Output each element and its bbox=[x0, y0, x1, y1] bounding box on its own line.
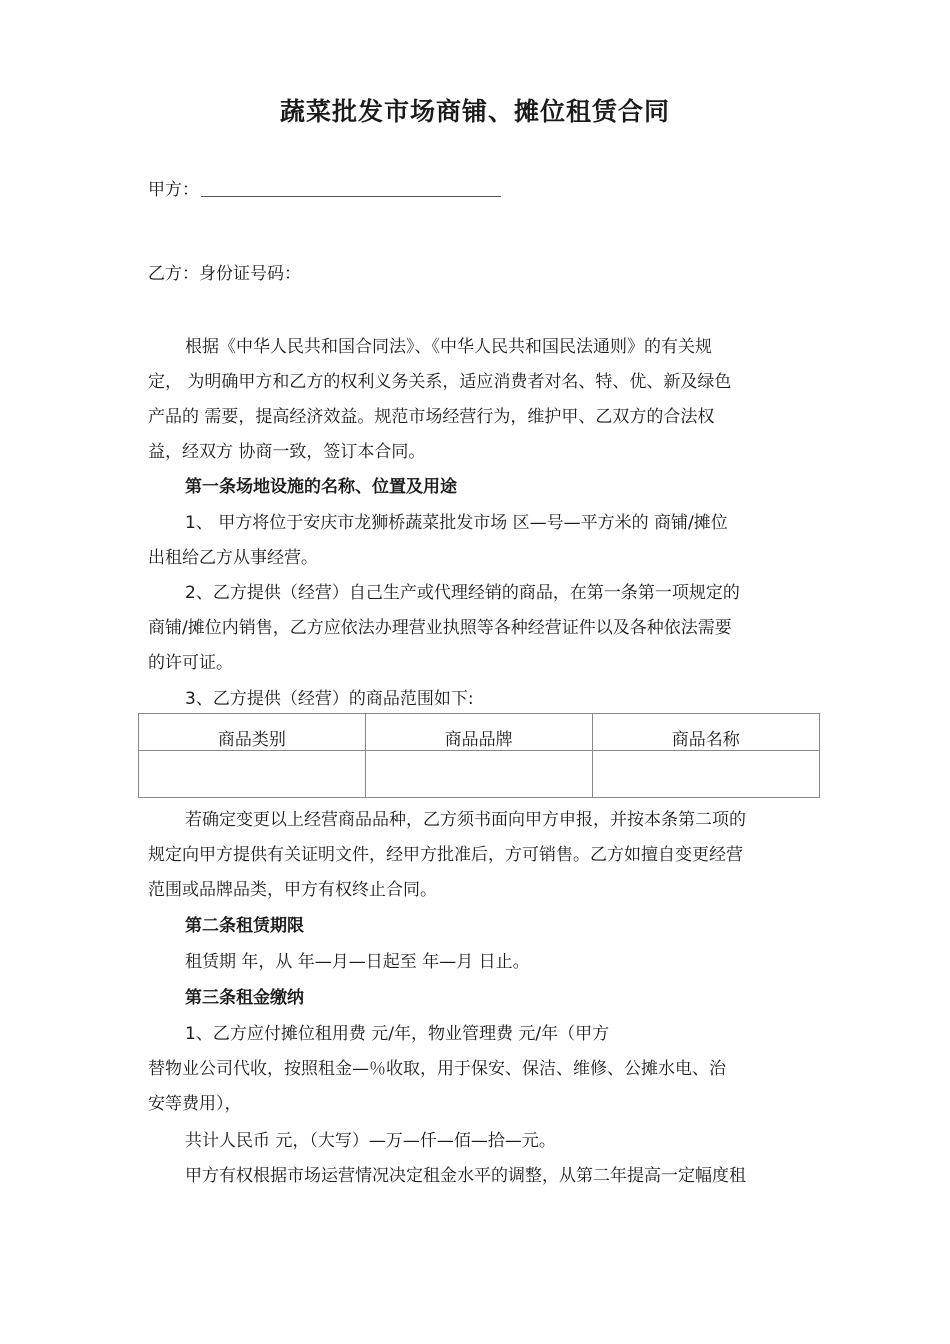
table-header-cell: 商品品牌 bbox=[365, 714, 592, 751]
preamble-line: 根据《中华人民共和国合同法》、《中华人民共和国民法通则》的有关规 bbox=[185, 337, 712, 357]
article2-text: 租赁期 年，从 年—月—日起至 年—月 日止。 bbox=[185, 952, 530, 972]
table-cell bbox=[592, 751, 819, 798]
article1-item2-line: 2、乙方提供（经营）自己生产或代理经销的商品，在第一条第一项规定的 bbox=[185, 583, 740, 603]
party-a-label: 甲方： bbox=[148, 180, 199, 200]
article3-item1-line: 替物业公司代收，按照租金—％收取，用于保安、保洁、维修、公摊水电、治 bbox=[148, 1059, 726, 1079]
preamble-line: 定， 为明确甲方和乙方的权利义务关系，适应消费者对名、特、优、新及绿色 bbox=[148, 372, 732, 392]
table-header-cell: 商品类别 bbox=[139, 714, 366, 751]
article3-adjust: 甲方有权根据市场运营情况决定租金水平的调整，从第二年提高一定幅度租 bbox=[185, 1166, 746, 1186]
article3-heading: 第三条租金缴纳 bbox=[185, 988, 304, 1008]
table-row bbox=[139, 751, 820, 798]
party-a-blank bbox=[201, 178, 501, 197]
change-clause-line: 范围或品牌品类，甲方有权终止合同。 bbox=[148, 880, 437, 900]
table-header-row bbox=[139, 714, 820, 751]
article1-item1-line: 出租给乙方从事经营。 bbox=[148, 548, 318, 568]
goods-table bbox=[138, 713, 820, 798]
party-b-line: 乙方：身份证号码： bbox=[148, 264, 301, 284]
table-cell bbox=[139, 751, 366, 798]
document-title: 蔬菜批发市场商铺、摊位租赁合同 bbox=[279, 97, 670, 126]
article3-item1-line: 1、乙方应付摊位租用费 元/年，物业管理费 元/年（甲方 bbox=[185, 1024, 610, 1044]
party-a-line bbox=[148, 178, 828, 202]
article1-item3: 3、乙方提供（经营）的商品范围如下: bbox=[185, 689, 474, 709]
article1-item2-line: 的许可证。 bbox=[148, 653, 233, 673]
article1-item1-line: 1、 甲方将位于安庆市龙狮桥蔬菜批发市场 区—号—平方米的 商铺/摊位 bbox=[185, 513, 728, 533]
article2-heading: 第二条租赁期限 bbox=[185, 916, 304, 936]
article1-heading: 第一条场地设施的名称、位置及用途 bbox=[185, 477, 457, 497]
article3-total: 共计人民币 元，（大写）—万—仟—佰—拾—元。 bbox=[185, 1131, 556, 1151]
preamble-line: 产品的 需要，提高经济效益。规范市场经营行为，维护甲、乙双方的合法权 bbox=[148, 407, 715, 427]
article1-item2-line: 商铺/摊位内销售，乙方应依法办理营业执照等各种经营证件以及各种依法需要 bbox=[148, 618, 732, 638]
change-clause-line: 若确定变更以上经营商品品种，乙方须书面向甲方申报，并按本条第二项的 bbox=[185, 810, 746, 830]
table-cell bbox=[365, 751, 592, 798]
table-header-cell: 商品名称 bbox=[592, 714, 819, 751]
preamble-line: 益，经双方 协商一致，签订本合同。 bbox=[148, 442, 426, 462]
article3-item1-line: 安等费用）， bbox=[148, 1094, 242, 1114]
change-clause-line: 规定向甲方提供有关证明文件，经甲方批准后，方可销售。乙方如擅自变更经营 bbox=[148, 845, 743, 865]
